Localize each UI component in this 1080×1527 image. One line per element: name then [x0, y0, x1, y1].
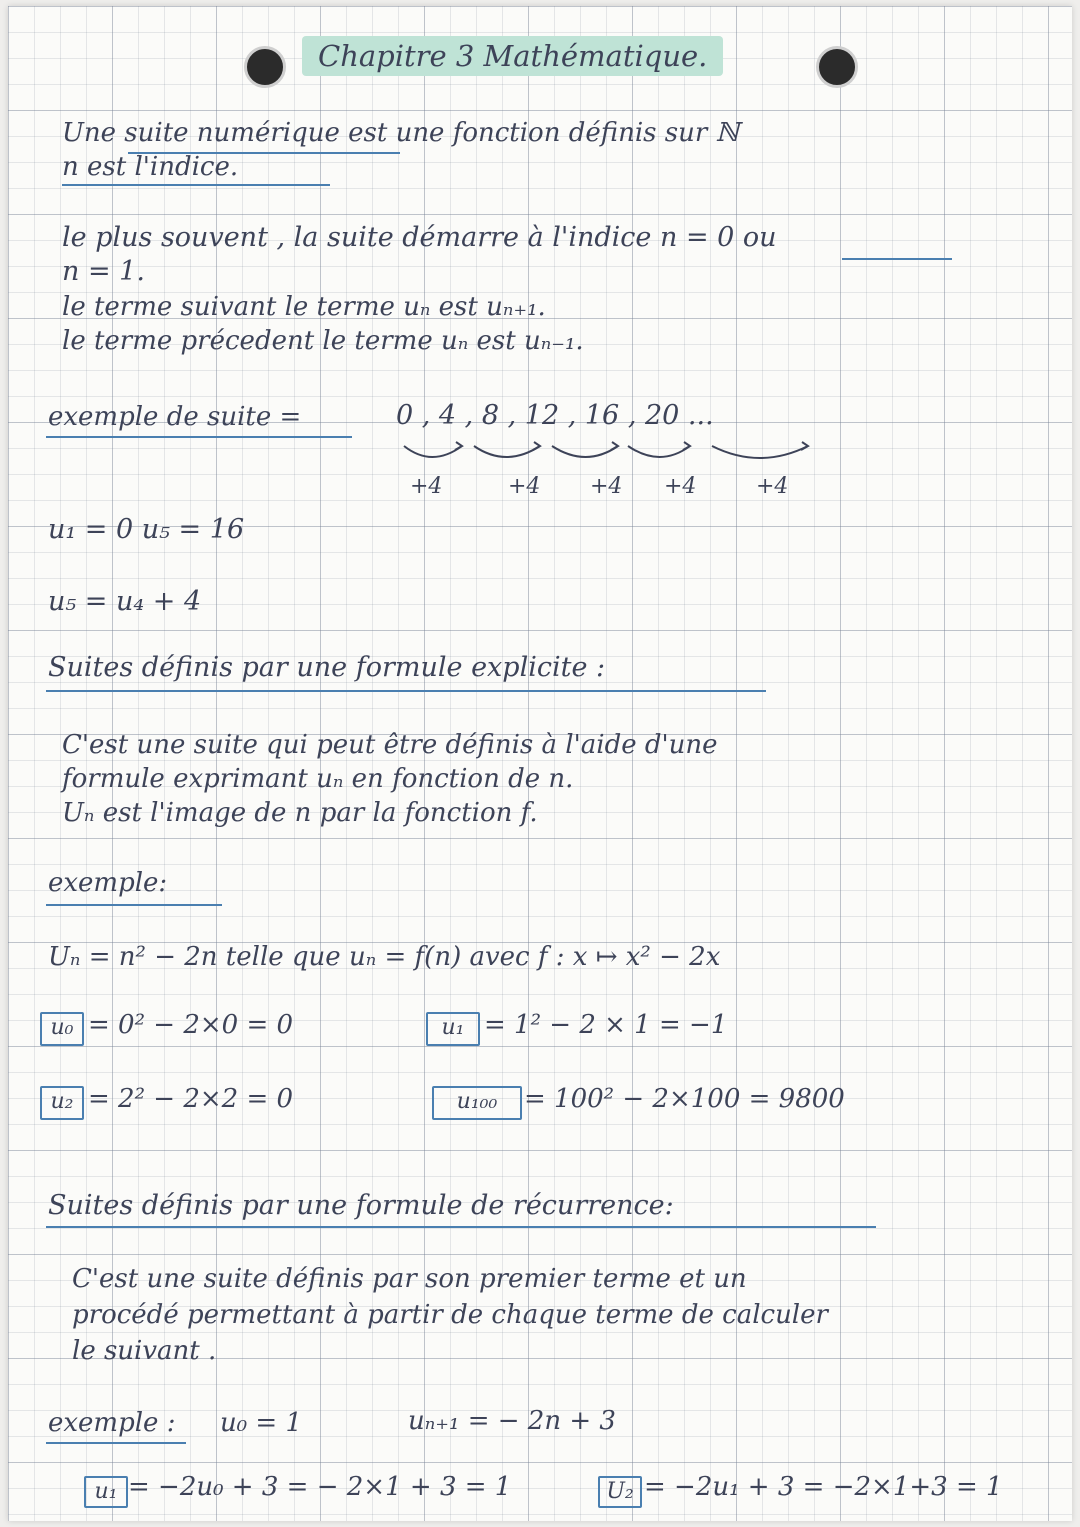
step-label-2: +4: [508, 474, 541, 499]
start-line-1: le plus souvent , la suite démarre à l'indice n = 0 ou: [62, 222, 777, 253]
explicit-u0-calc: = 0² − 2×0 = 0: [88, 1010, 294, 1040]
example-eq-2: u₅ = u₄ + 4: [48, 586, 202, 617]
recurrence-line-1: C'est une suite définis par son premier terme et un: [72, 1264, 747, 1294]
explicit-line-1: C'est une suite qui peut être définis à l'aide d'une: [62, 730, 718, 760]
start-line-2: n = 1.: [62, 256, 145, 287]
page-title: Chapitre 3 Mathématique.: [302, 36, 723, 76]
example-seq-label: exemple de suite =: [48, 402, 302, 432]
recurrence-heading: Suites définis par une formule de récurrence:: [48, 1190, 674, 1221]
example-eq-1: u₁ = 0 u₅ = 16: [48, 514, 245, 545]
boxed-term-u0: u₀: [40, 1012, 84, 1046]
underline-explicit-example: [46, 904, 222, 906]
explicit-formula: Uₙ = n² − 2n telle que uₙ = f(n) avec f : x ↦ x² − 2x: [48, 942, 721, 972]
recurrence-calc-2: = −2u₁ + 3 = −2×1+3 = 1: [644, 1472, 1003, 1502]
boxed-term-rec-u1: u₁: [84, 1476, 128, 1508]
boxed-term-u2: u₂: [40, 1086, 84, 1120]
boxed-term-u100: u₁₀₀: [432, 1086, 522, 1120]
explicit-heading: Suites définis par une formule explicite :: [48, 652, 606, 683]
recurrence-line-3: le suivant .: [72, 1336, 217, 1366]
step-label-4: +4: [664, 474, 697, 499]
explicit-u1-calc: = 1² − 2 × 1 = −1: [484, 1010, 728, 1040]
underline-recurrence-heading: [46, 1226, 876, 1228]
start-line-3: le terme suivant le terme uₙ est uₙ₊₁.: [62, 292, 546, 322]
explicit-example-label: exemple:: [48, 868, 168, 898]
underline-recurrence-example: [46, 1442, 186, 1444]
recurrence-u0: u₀ = 1: [220, 1408, 303, 1438]
boxed-term-u1: u₁: [426, 1012, 480, 1046]
recurrence-calc-1: = −2u₀ + 3 = − 2×1 + 3 = 1: [128, 1472, 512, 1502]
explicit-u100-calc: = 100² − 2×100 = 9800: [524, 1084, 845, 1114]
start-line-4: le terme précedent le terme uₙ est uₙ₋₁.: [62, 326, 584, 356]
intro-line-1: Une suite numérique est une fonction définis sur ℕ: [62, 118, 740, 148]
example-seq-values: 0 , 4 , 8 , 12 , 16 , 20 ...: [396, 400, 714, 431]
recurrence-example-label: exemple :: [48, 1408, 176, 1438]
explicit-u2-calc: = 2² − 2×2 = 0: [88, 1084, 294, 1114]
intro-line-2: n est l'indice.: [62, 152, 239, 182]
explicit-line-3: Uₙ est l'image de n par la fonction f.: [62, 798, 538, 828]
boxed-term-rec-u2: U₂: [598, 1476, 642, 1508]
step-label-5: +4: [756, 474, 789, 499]
step-label-3: +4: [590, 474, 623, 499]
recurrence-rule: uₙ₊₁ = − 2n + 3: [408, 1406, 616, 1436]
recurrence-line-2: procédé permettant à partir de chaque terme de calculer: [72, 1300, 828, 1330]
underline-explicit-heading: [46, 690, 766, 692]
explicit-line-2: formule exprimant uₙ en fonction de n.: [62, 764, 574, 794]
step-label-1: +4: [410, 474, 443, 499]
